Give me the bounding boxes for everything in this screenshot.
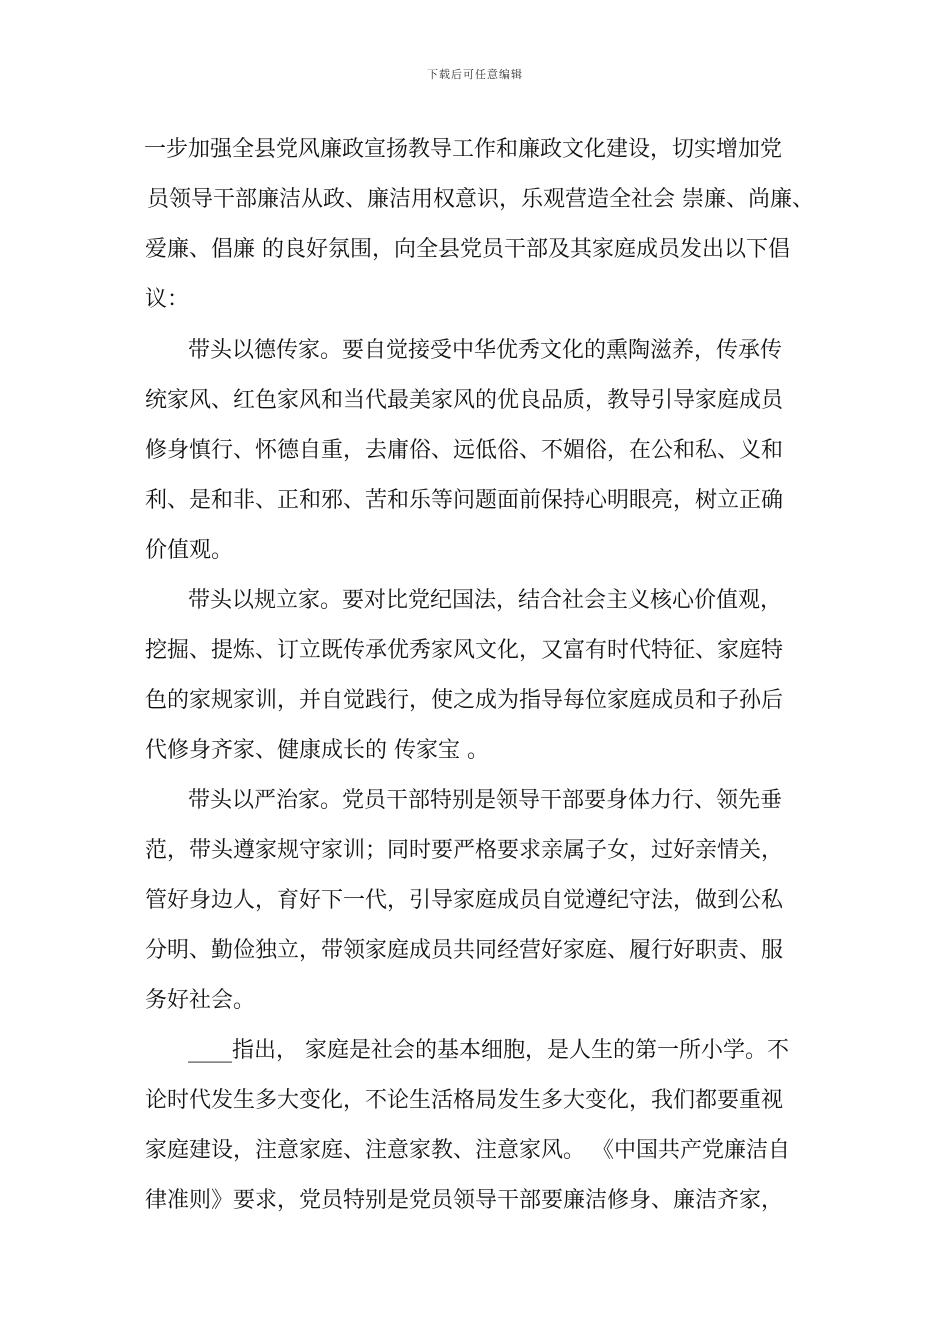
text-line: 利、是和非、正和邪、苦和乐等问题面前保持心明眼亮，树立正确 bbox=[145, 488, 784, 513]
text-line: 爱廉、倡廉 的良好氛围，向全县党员干部及其家庭成员发出以下倡 bbox=[145, 237, 790, 262]
text-line: ____指出， 家庭是社会的基本细胞，是人生的第一所小学。不 bbox=[188, 1038, 789, 1063]
text-line: 员领导干部廉洁从政、廉洁用权意识，乐观营造全社会 崇廉、尚廉、 bbox=[147, 187, 814, 212]
text-line: 论时代发生多大变化，不论生活格局发生多大变化，我们都要重视 bbox=[145, 1088, 784, 1113]
text-line: 务好社会。 bbox=[145, 988, 256, 1013]
text-line: 带头以严治家。党员干部特别是领导干部要身体力行、领先垂 bbox=[188, 788, 783, 813]
text-line: 分明、勤俭独立，带领家庭成员共同经营好家庭、履行好职责、服 bbox=[145, 938, 784, 963]
text-line: 议： bbox=[145, 287, 190, 312]
text-line: 价值观。 bbox=[145, 538, 234, 563]
text-line: 色的家规家训，并自觉践行，使之成为指导每位家庭成员和子孙后 bbox=[145, 688, 784, 713]
text-line: 带头以德传家。要自觉接受中华优秀文化的熏陶滋养，传承传 bbox=[188, 338, 783, 363]
page-header: 下载后可任意编辑 bbox=[427, 68, 523, 81]
text-line: 带头以规立家。要对比党纪国法，结合社会主义核心价值观， bbox=[188, 588, 783, 613]
text-line: 范，带头遵家规守家训；同时要严格要求亲属子女，过好亲情关， bbox=[145, 838, 784, 863]
text-line: 家庭建设，注意家庭、注意家教、注意家风。 《中国共产党廉洁自 bbox=[145, 1138, 790, 1163]
text-line: 统家风、红色家风和当代最美家风的优良品质，教导引导家庭成员 bbox=[145, 388, 784, 413]
text-line: 代修身齐家、健康成长的 传家宝 。 bbox=[145, 738, 489, 763]
text-line: 管好身边人，育好下一代，引导家庭成员自觉遵纪守法，做到公私 bbox=[145, 888, 784, 913]
text-line: 律准则》要求，党员特别是党员领导干部要廉洁修身、廉洁齐家， bbox=[145, 1188, 784, 1213]
text-line: 挖掘、提炼、订立既传承优秀家风文化，又富有时代特征、家庭特 bbox=[145, 638, 784, 663]
text-line: 修身慎行、怀德自重，去庸俗、远低俗、不媚俗，在公和私、义和 bbox=[145, 438, 784, 463]
text-line: 一步加强全县党风廉政宣扬教导工作和廉政文化建设，切实增加党 bbox=[144, 137, 783, 162]
